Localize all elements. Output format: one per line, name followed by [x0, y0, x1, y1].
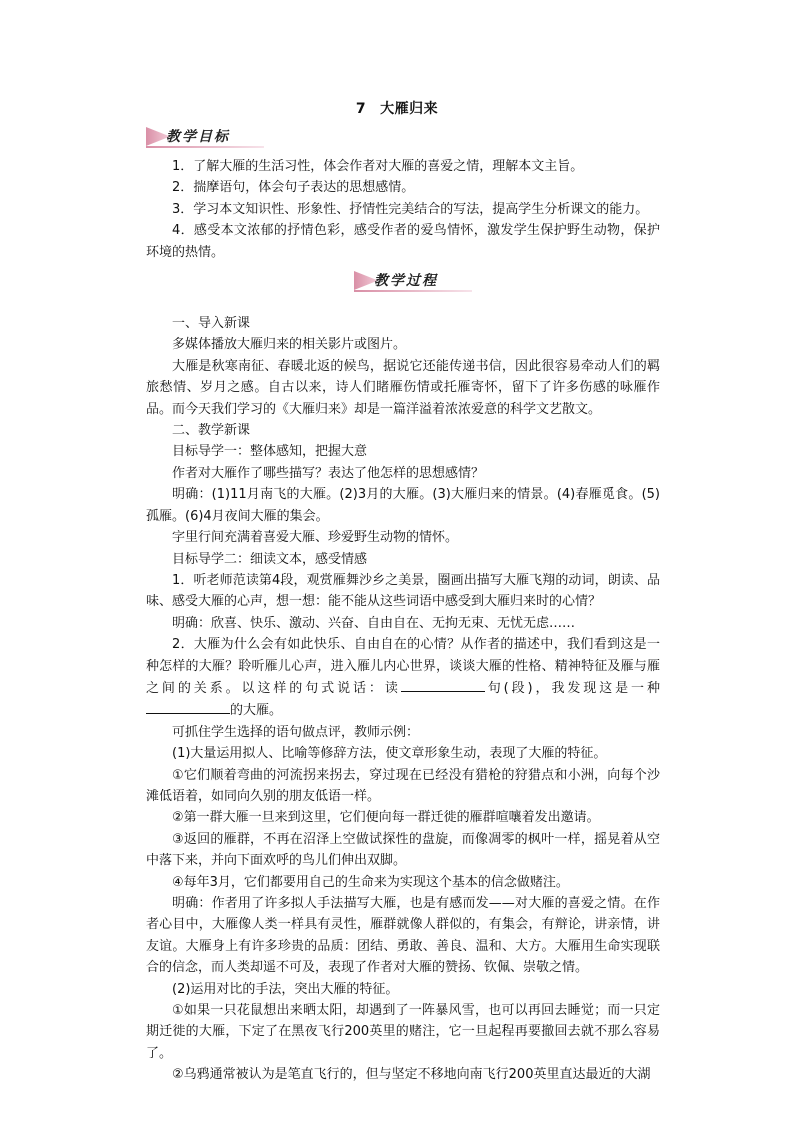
- paragraph: 作者对大雁作了哪些描写？表达了他怎样的思想感情？: [172, 465, 485, 481]
- banner-label: 教学过程: [374, 273, 438, 289]
- banner-label: 教学目标: [166, 129, 230, 145]
- paragraph: ②乌鸦通常被认为是笔直飞行的，但与坚定不移地向南飞行200英里直达最近的大湖: [172, 1067, 651, 1083]
- goal-item: 2．揣摩语句，体会句子表达的思想感情。: [172, 180, 415, 196]
- paragraph-text: 句(段)，我发现这是一种: [484, 680, 660, 696]
- fill-blank: [146, 699, 230, 714]
- section-heading: 二、教学新课: [172, 423, 251, 439]
- subheading: 目标导学一：整体感知，把握大意: [172, 444, 368, 460]
- paragraph: 明确：(1)11月南飞的大雁。(2)3月的大雁。(3)大雁归来的情景。(4)春雁觅食。(5)孤雁。(6)4月夜间大雁的集会。: [146, 487, 660, 524]
- goal-item: 3．学习本文知识性、形象性、抒情性完美结合的写法，提高学生分析课文的能力。: [172, 201, 649, 217]
- banner-underline: [146, 146, 264, 148]
- section-heading: 一、导入新课: [172, 316, 251, 332]
- lesson-title: [0, 98, 794, 118]
- paragraph: (2)运用对比的手法，突出大雁的特征。: [172, 981, 399, 997]
- paragraph: 1．听老师范读第4段，观赏雁舞沙乡之美景，圈画出描写大雁飞翔的动词，朗读、品味、感受大雁的心声，想一想：能不能从这些词语中感受到大雁归来时的心情？: [146, 572, 660, 610]
- paragraph: ①如果一只花鼠想出来晒太阳，却遇到了一阵暴风雪，也可以再回去睡觉；而一只定期迁徙的大雁，下定了在黑夜飞行200英里的赌注，它一旦起程再要撤回去就不那么容易了。: [146, 1003, 660, 1061]
- section-banner-goals: [146, 126, 264, 148]
- subheading: 目标导学二：细读文本，感受情感: [172, 551, 368, 567]
- goal-item: 1．了解大雁的生活习性，体会作者对大雁的喜爱之情，理解本文主旨。: [172, 159, 584, 174]
- paragraph: ②第一群大雁一旦来到这里，它们便向每一群迁徙的雁群喧嚷着发出邀请。: [172, 810, 600, 826]
- document-body: [146, 156, 660, 1086]
- paragraph: 大雁是秋寒南征、春暖北返的候鸟，据说它还能传递书信，因此很容易牵动人们的羁旅愁情、岁月之感。自古以来，诗人们睹雁伤情或托雁寄怀，留下了许多伤感的咏雁作品。而今天我们学习的《大雁归来》却是一篇洋溢着浓浓爱意的科学文艺散文。: [146, 358, 660, 417]
- paragraph: 字里行间充满着喜爱大雁、珍爱野生动物的情怀。: [172, 530, 459, 546]
- banner-spacer: [146, 263, 660, 313]
- fill-blank: [401, 677, 485, 692]
- paragraph: (1)大量运用拟人、比喻等修辞方法，使文章形象生动，表现了大雁的特征。: [172, 746, 607, 762]
- paragraph: ③返回的雁群，不再在沼泽上空做试探性的盘旋，而像凋零的枫叶一样，摇晃着从空中落下来，并向下面欢呼的鸟儿们伸出双脚。: [146, 831, 660, 869]
- paragraph: 明确：作者用了许多拟人手法描写大雁，也是有感而发——对大雁的喜爱之情。在作者心目中，大雁像人类一样具有灵性，雁群就像人群似的，有集会，有辩论，讲亲情，讲友谊。大雁身上有许多珍贵的品质：团结、勇敢、善良、温和、大方。大雁用生命实现联合的信念，而人类却遥不可及，表现了作者对大雁的赞扬、钦佩、崇敬之情。: [146, 896, 660, 976]
- paragraph-with-blanks: [146, 634, 660, 722]
- lesson-title-text: 大雁归来: [380, 101, 439, 117]
- lesson-number: 7: [355, 101, 367, 117]
- paragraph: 可抓住学生选择的语句做点评，教师示例：: [172, 724, 420, 740]
- paragraph: ④每年3月，它们都要用自己的生命来为实现这个基本的信念做赌注。: [172, 874, 569, 890]
- goal-item: 4．感受本文浓郁的抒情色彩，感受作者的爱鸟情怀，激发学生保护野生动物，保护环境的热情。: [146, 223, 660, 260]
- paragraph: 多媒体播放大雁归来的相关影片或图片。: [172, 337, 407, 353]
- paragraph-text: 的大雁。: [230, 703, 283, 719]
- paragraph: 明确：欣喜、快乐、激动、兴奋、自由自在、无拘无束、无忧无虑……: [172, 615, 576, 631]
- paragraph: ①它们顺着弯曲的河流拐来拐去，穿过现在已经没有猎枪的狩猎点和小洲，向每个沙滩低语着，如同向久别的朋友低语一样。: [146, 767, 660, 804]
- paragraph-text: 2．大雁为什么会有如此快乐、自由自在的心情？从作者的描述中，我们看到这是一种怎样的大雁？聆听雁儿心声，进入雁儿内心世界，谈谈大雁的性格、精神特征及雁与雁之间的关系。以这样的句式说话：读: [146, 637, 660, 696]
